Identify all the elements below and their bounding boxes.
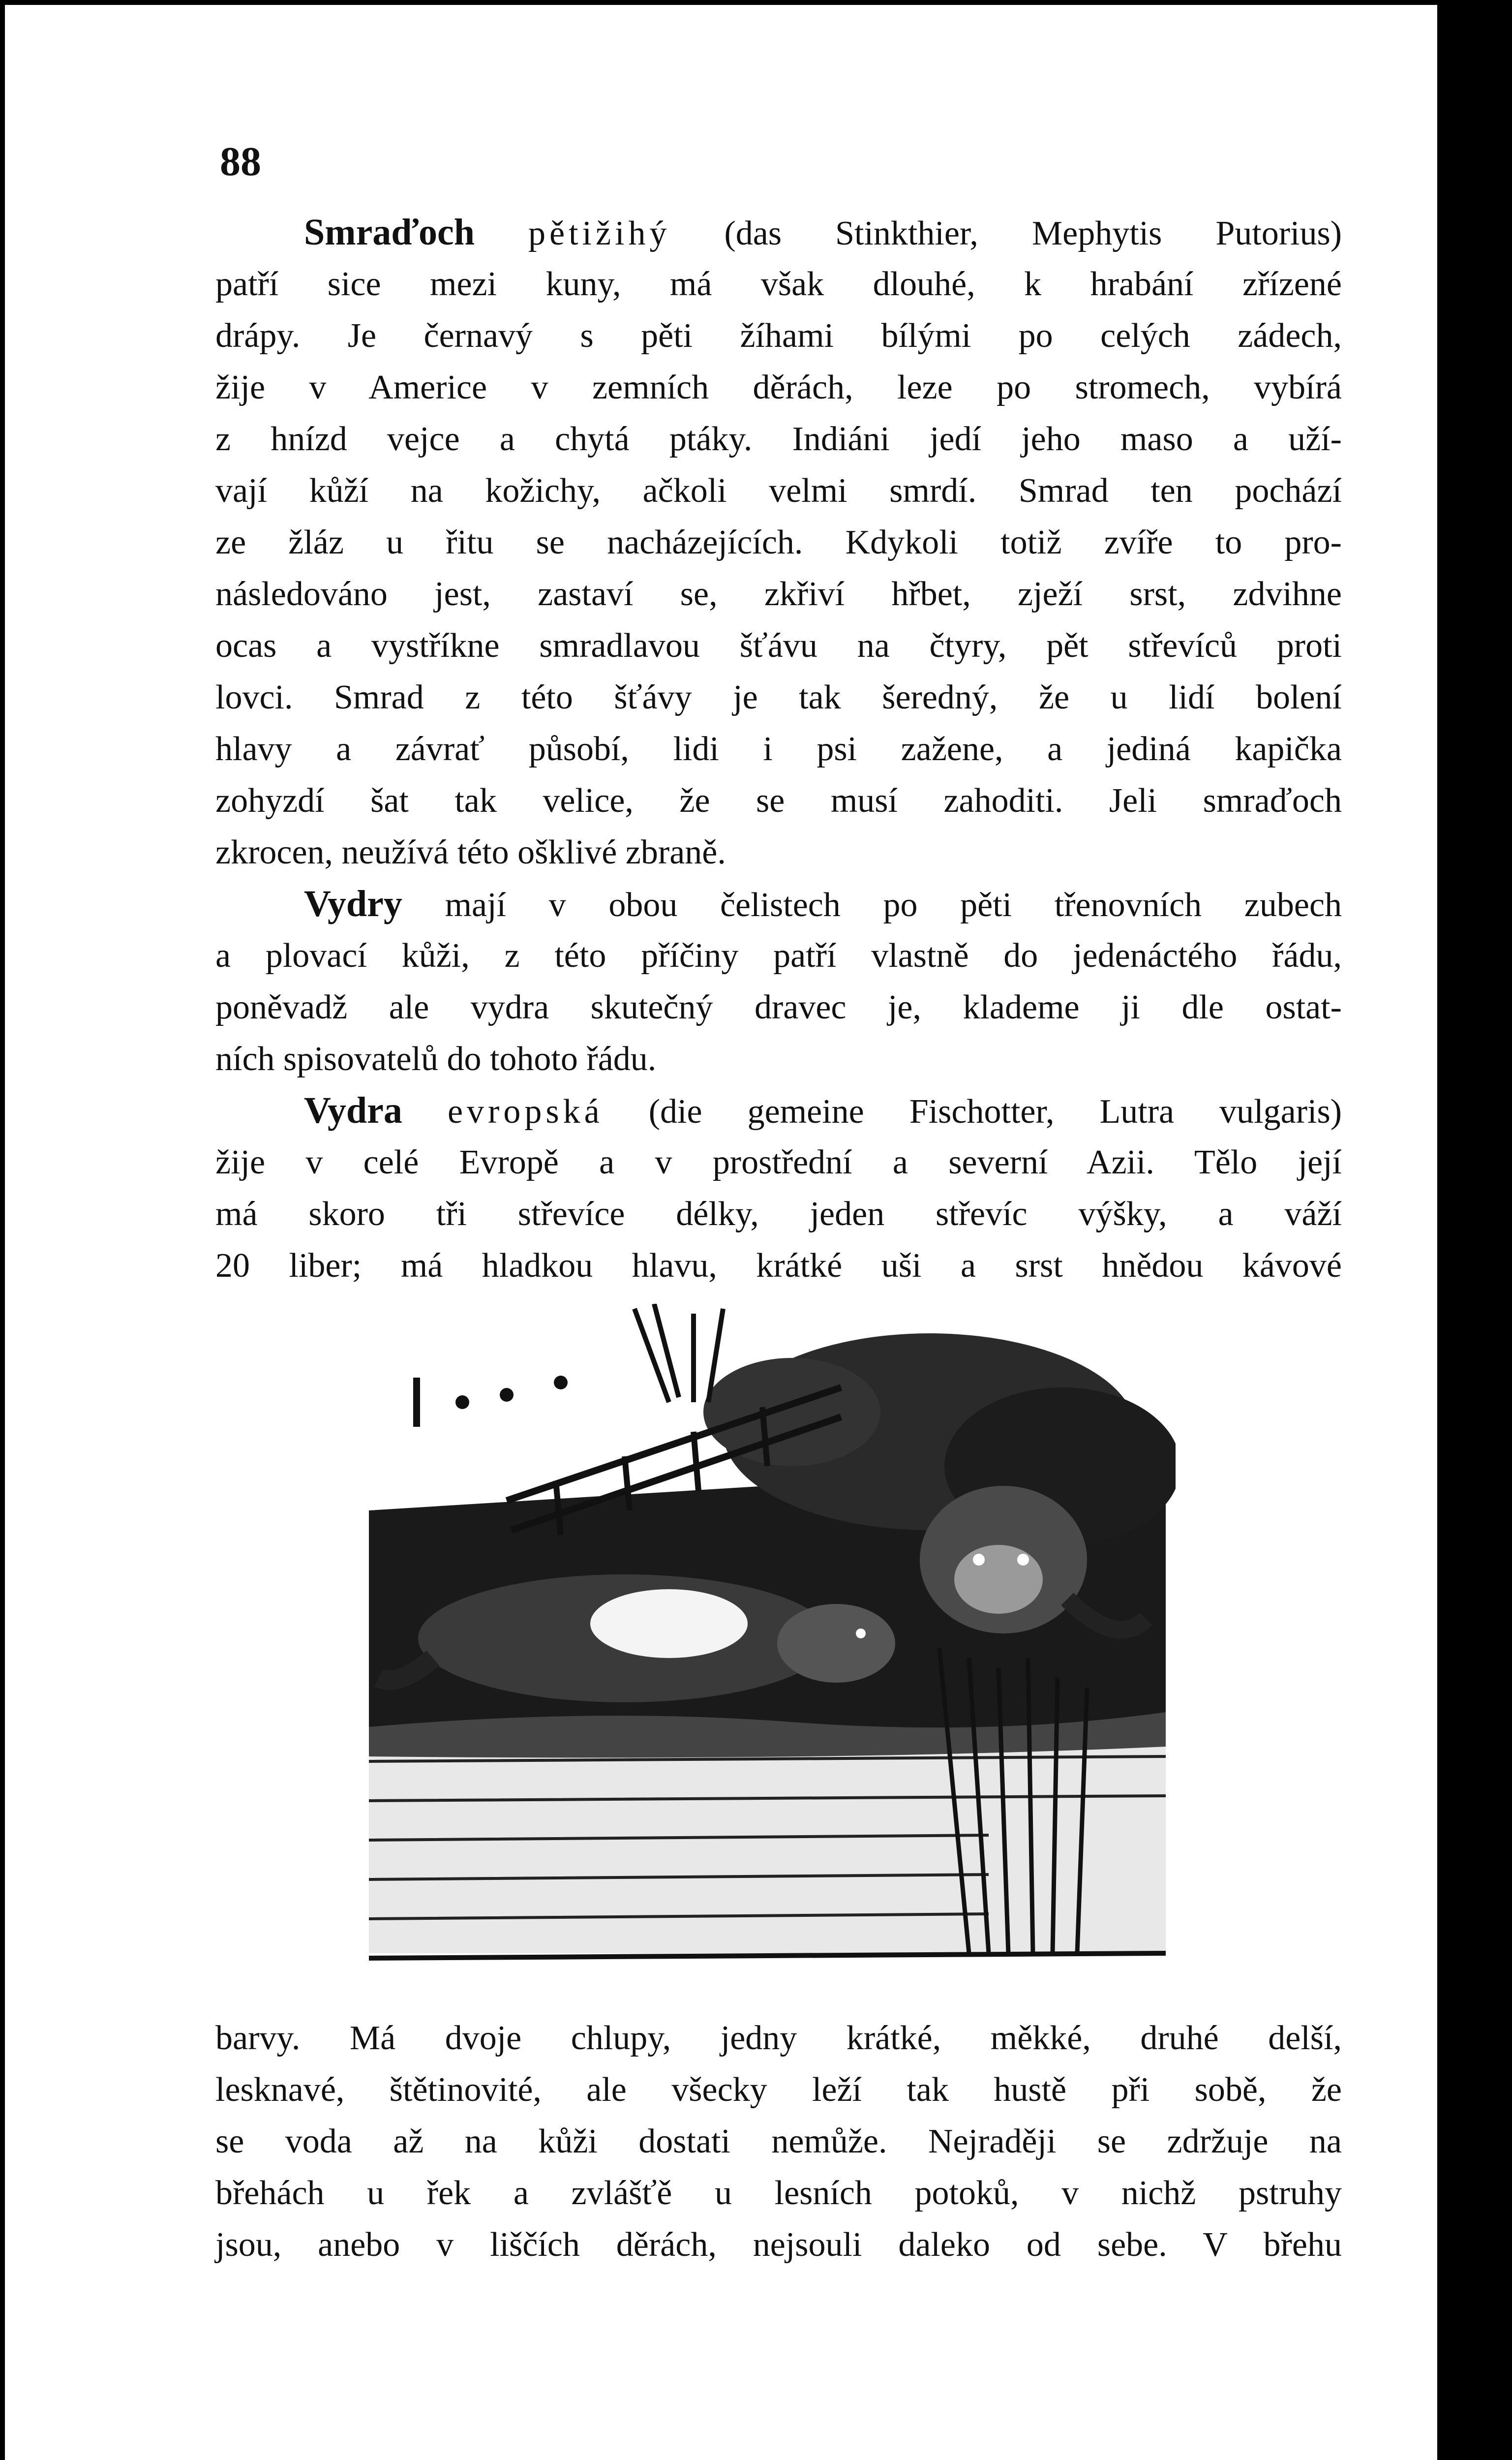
upper-text-block xyxy=(215,207,1342,1292)
paragraph-vydra-line-1 xyxy=(215,1085,1342,1137)
text-line: má skoro tři střevíce délky, jeden střevíc výšky, a váží xyxy=(215,1195,1342,1233)
text-line: barvy. Má dvoje chlupy, jedny krátké, měkké, druhé delší, xyxy=(215,2019,1342,2057)
text-line: vají kůží na kožichy, ačkoli velmi smrdí. Smrad ten pochází xyxy=(215,472,1342,510)
text-line: následováno jest, zastaví se, zkřiví hřbet, zježí srst, zdvihne xyxy=(215,575,1342,613)
text-line: zkrocen, neužívá této ošklivé zbraně. xyxy=(215,833,726,871)
book-page xyxy=(5,5,1437,2460)
text-line: 20 liber; má hladkou hlavu, krátké uši a srst hnědou kávové xyxy=(215,1247,1342,1285)
text-line: poněvadž ale vydra skutečný dravec je, klademe ji dle ostat- xyxy=(215,988,1342,1026)
text-line: břehách u řek a zvlášťě u lesních potoků, v nichž pstruhy xyxy=(215,2174,1342,2212)
text-line: žije v celé Evropě a v prostřední a severní Azii. Tělo její xyxy=(215,1143,1342,1181)
text-run: (das Stinkthier, Mephytis Putorius) xyxy=(724,215,1342,252)
term-smradoch: Smraďoch xyxy=(304,212,475,253)
text-line: lovci. Smrad z této šťávy je tak šeredný, že u lidí bolení xyxy=(215,678,1342,716)
paragraph-smradoch-line-1 xyxy=(215,207,1342,258)
text-line: patří sice mezi kuny, má však dlouhé, k hrabání zřízené xyxy=(215,265,1342,303)
descriptor-evropska: evropská xyxy=(447,1093,604,1131)
otter-woodcut-illustration xyxy=(349,1304,1176,2002)
text-line: z hnízd vejce a chytá ptáky. Indiáni jedí jeho maso a uží- xyxy=(215,420,1342,458)
descriptor-petizihy: pětižihý xyxy=(528,215,671,252)
text-line: lesknavé, štětinovité, ale všecky leží tak hustě při sobě, že xyxy=(215,2071,1342,2109)
text-line: a plovací kůži, z této příčiny patří vlastně do jedenáctého řádu, xyxy=(215,937,1342,975)
paragraph-vydry-line-1 xyxy=(215,878,1342,930)
text-line: ocas a vystříkne smradlavou šťávu na čtyry, pět střevíců proti xyxy=(215,627,1342,665)
term-vydry: Vydry xyxy=(304,883,402,924)
text-run: mají v obou čelistech po pěti třenovních zubech xyxy=(445,886,1342,924)
lower-text-block xyxy=(215,2012,1342,2271)
text-line: ních spisovatelů do tohoto řádu. xyxy=(215,1040,657,1078)
text-line: drápy. Je černavý s pěti žíhami bílými po celých zádech, xyxy=(215,317,1342,355)
text-line: ze žláz u řitu se nacházejících. Kdykoli totiž zvíře to pro- xyxy=(215,523,1342,561)
term-vydra: Vydra xyxy=(304,1090,402,1131)
text-line: hlavy a závrať působí, lidi i psi zažene, a jediná kapička xyxy=(215,730,1342,768)
text-run: (die gemeine Fischotter, Lutra vulgaris) xyxy=(648,1093,1342,1131)
text-line: žije v Americe v zemních děrách, leze po stromech, vybírá xyxy=(215,369,1342,406)
text-line: zohyzdí šat tak velice, že se musí zahoditi. Jeli smraďoch xyxy=(215,782,1342,820)
text-line: se voda až na kůži dostati nemůže. Nejraději se zdržuje na xyxy=(215,2122,1342,2160)
page-number: 88 xyxy=(220,139,261,184)
text-line: jsou, anebo v liščích děrách, nejsouli daleko od sebe. V břehu xyxy=(215,2226,1342,2264)
